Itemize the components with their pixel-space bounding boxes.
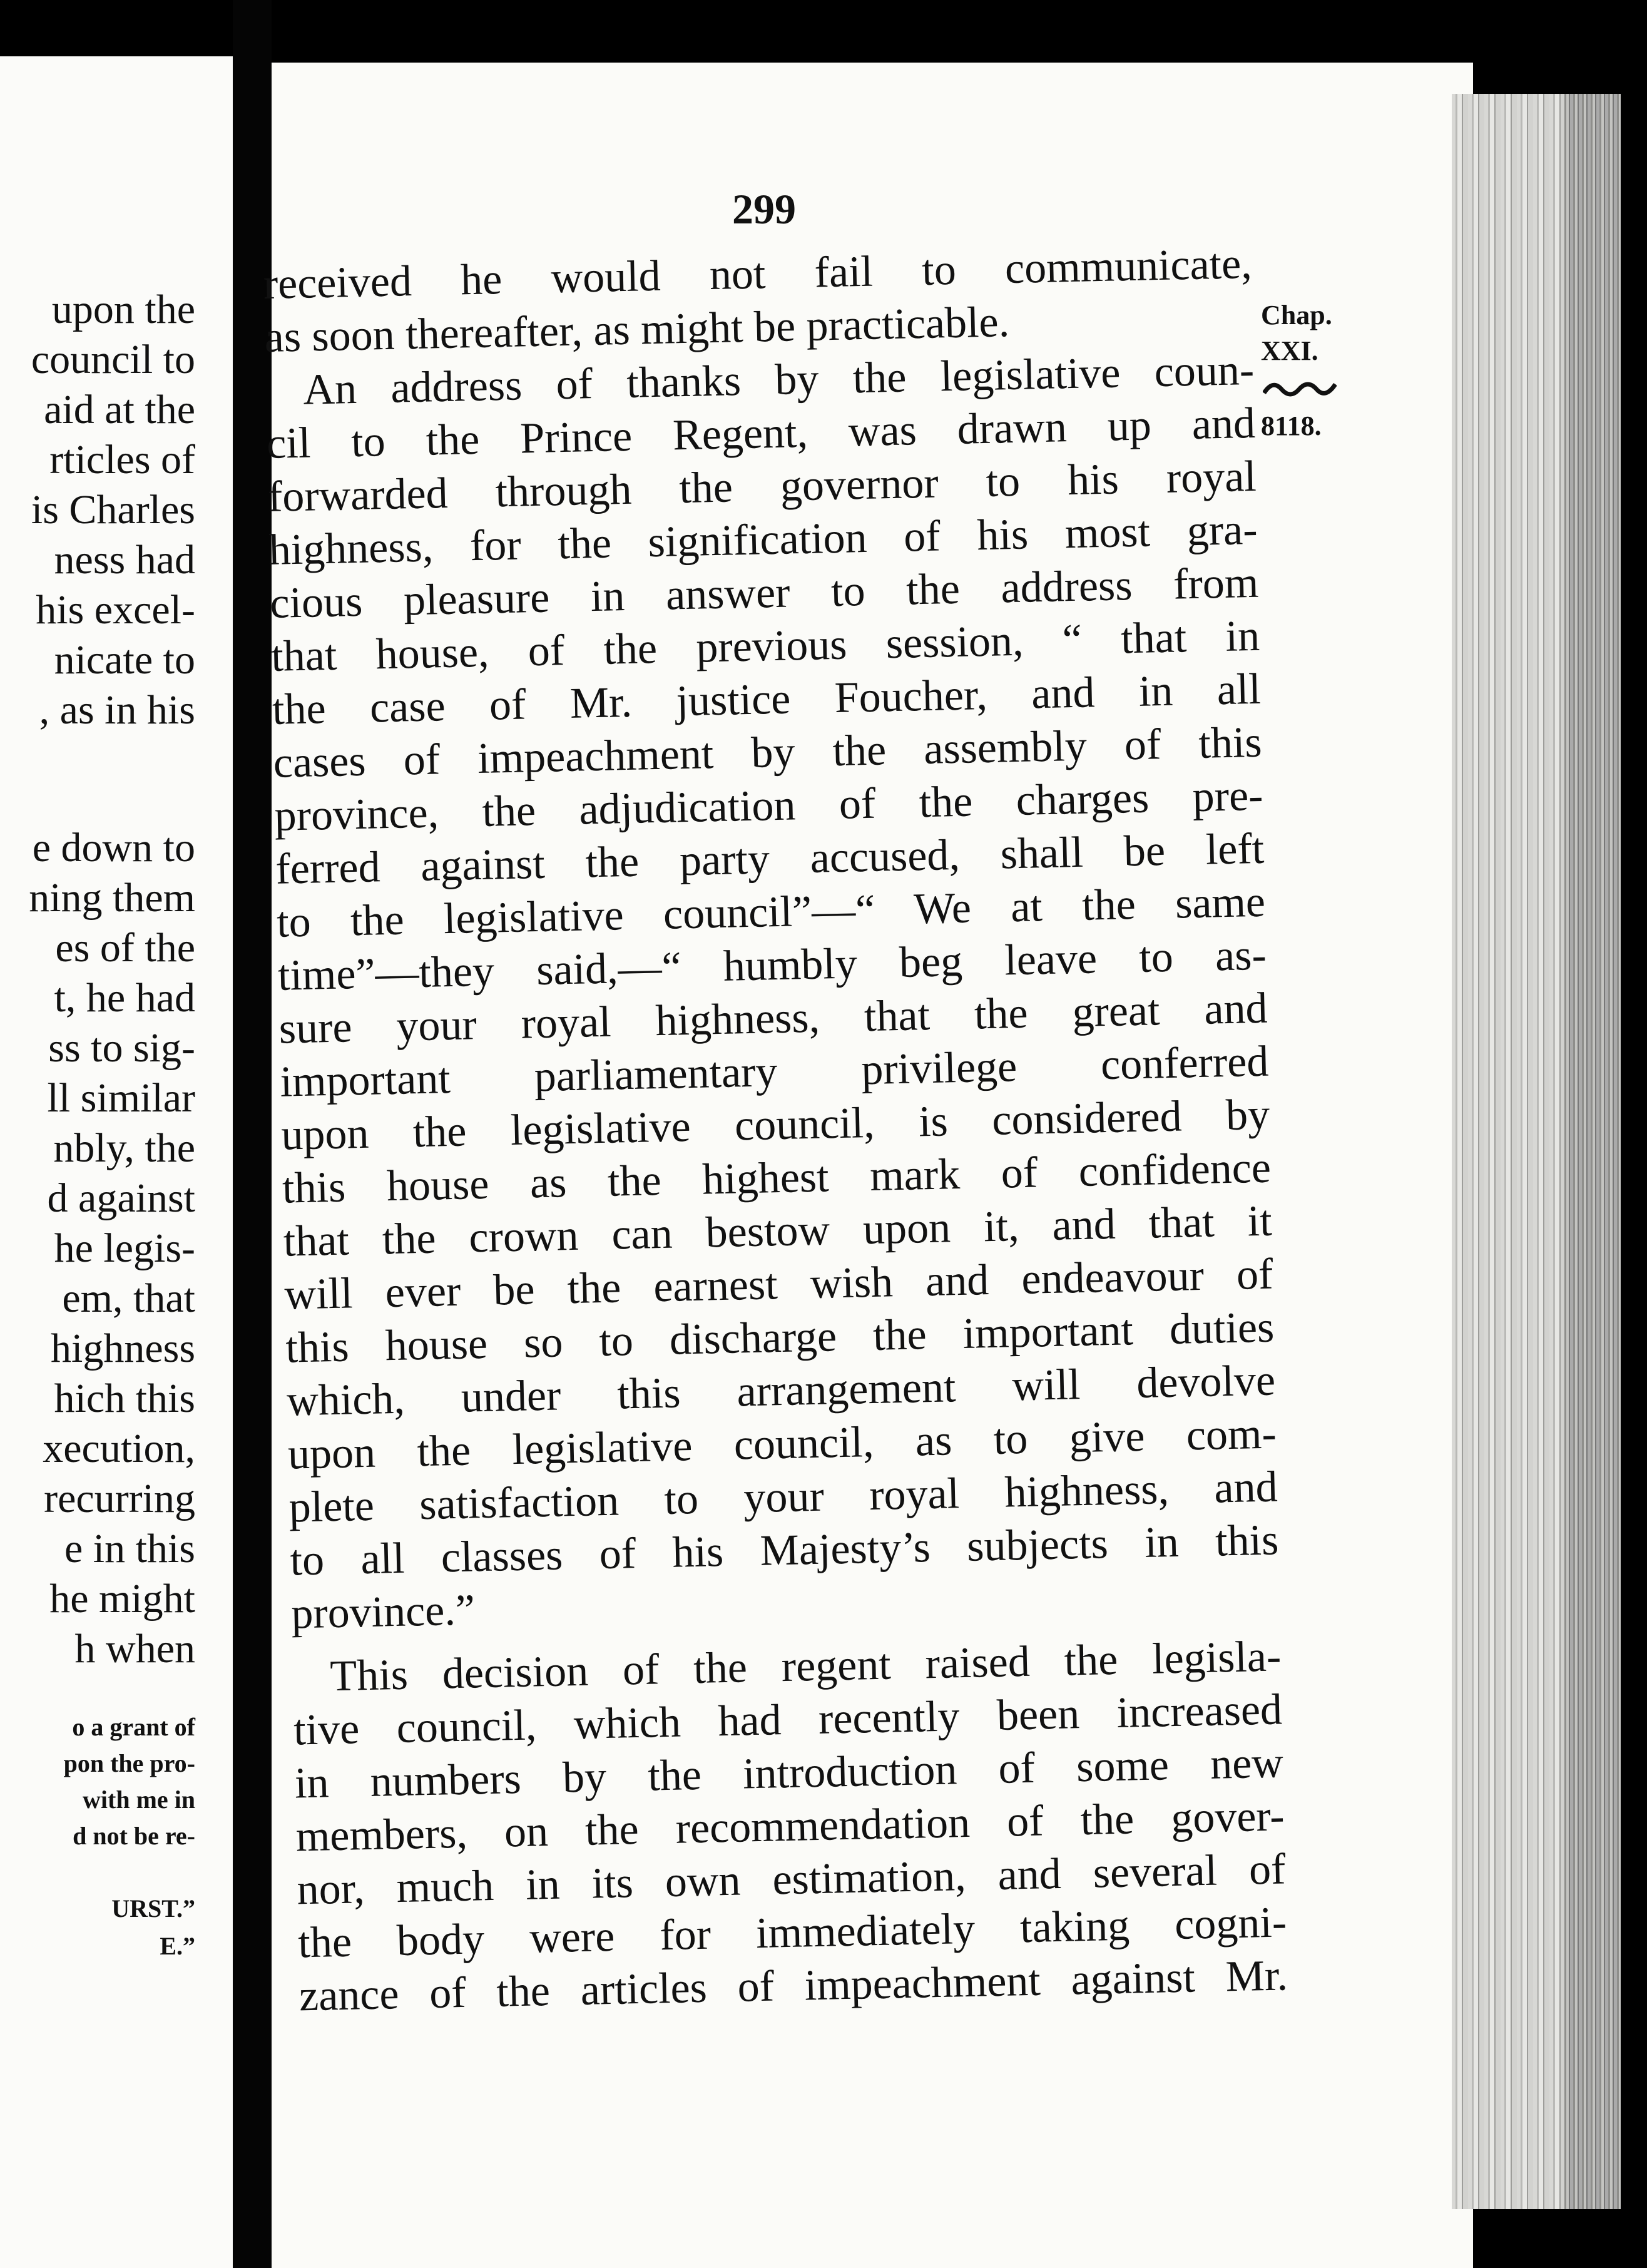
- previous-page-line: h when: [74, 1626, 195, 1672]
- previous-page-line: t, he had: [54, 975, 195, 1021]
- text-line: An address of thanks by the legislative coun-: [302, 345, 1255, 414]
- previous-page-line: , as in his: [39, 687, 195, 733]
- text-line: time”—they said,—“ humbly beg leave to as-: [277, 931, 1267, 1000]
- previous-page-line: he legis-: [54, 1225, 195, 1271]
- previous-page-footnote-line: o a grant of: [72, 1713, 195, 1741]
- text-line: sure your royal highness, that the great and: [278, 984, 1268, 1053]
- previous-page-line: aid at the: [44, 387, 195, 432]
- text-line: upon the legislative council, is considered by: [280, 1090, 1270, 1160]
- previous-page-footnote-line: pon the pro-: [63, 1749, 195, 1777]
- text-line: this house as the highest mark of confidence: [282, 1143, 1272, 1213]
- text-line: nor, much in its own estimation, and several of: [296, 1845, 1287, 1914]
- previous-page-line: d against: [47, 1175, 195, 1221]
- text-line: to the legislative council”—“ We at the same: [276, 877, 1266, 947]
- text-line: important parliamentary privilege conferred: [279, 1037, 1270, 1106]
- text-line: will ever be the earnest wish and endeavour of: [283, 1250, 1274, 1319]
- previous-page-footnote-line: URST.”: [111, 1894, 195, 1923]
- text-line: as soon thereafter, as might be practicable.: [263, 298, 1010, 362]
- previous-page-line: e in this: [64, 1526, 195, 1571]
- margin-note-chapter: Chap.: [1261, 300, 1332, 330]
- previous-page-line: is Charles: [31, 487, 195, 533]
- text-line: the case of Mr. justice Foucher, and in all: [272, 665, 1262, 734]
- previous-page-line: highness: [51, 1326, 195, 1371]
- text-line: members, on the recommendation of the gover-: [295, 1792, 1285, 1861]
- text-line: in numbers by the introduction of some new: [294, 1739, 1284, 1808]
- previous-page-line: he might: [49, 1576, 195, 1622]
- text-line: cious pleasure in answer to the address from: [269, 558, 1260, 628]
- text-line: plete satisfaction to your royal highness, and: [288, 1463, 1278, 1532]
- previous-page-footnote-line: d not be re-: [73, 1822, 195, 1850]
- previous-page-line: council to: [31, 337, 195, 382]
- text-line: to all classes of his Majesty’s subjects in this: [289, 1516, 1280, 1585]
- text-line: upon the legislative council, as to give com-: [287, 1409, 1277, 1479]
- text-line: received he would not fail to communicate,: [263, 239, 1253, 309]
- previous-page-line: hich this: [54, 1376, 195, 1421]
- previous-page: [0, 56, 233, 2268]
- text-line: that the crown can bestow upon it, and that it: [283, 1197, 1273, 1266]
- previous-page-line: e down to: [32, 825, 195, 871]
- text-line: province, the adjudication of the charges pre-: [273, 771, 1264, 840]
- previous-page-line: em, that: [62, 1275, 195, 1321]
- text-line: This decision of the regent raised the legisla-: [329, 1632, 1282, 1701]
- text-line: which, under this arrangement will devolve: [286, 1356, 1276, 1426]
- margin-note-year: 8118.: [1261, 411, 1322, 441]
- previous-page-line: his excel-: [36, 587, 195, 633]
- previous-page-line: rticles of: [49, 437, 195, 483]
- text-line: that house, of the previous session, “ that in: [270, 611, 1260, 681]
- text-line: this house so to discharge the important duties: [285, 1303, 1275, 1372]
- text-line: highness, for the signification of his most gra-: [268, 505, 1258, 575]
- previous-page-line: ning them: [29, 875, 195, 921]
- previous-page-line: xecution,: [43, 1426, 195, 1471]
- previous-page-line: nbly, the: [53, 1125, 195, 1171]
- previous-page-line: ss to sig-: [48, 1025, 195, 1071]
- previous-page-line: recurring: [44, 1476, 195, 1521]
- text-line: tive council, which had recently been increased: [293, 1685, 1283, 1755]
- previous-page-line: ll similar: [47, 1075, 195, 1121]
- text-line: province.”: [290, 1586, 476, 1638]
- text-line: the body were for immediately taking cogni-: [297, 1898, 1287, 1968]
- page-number: 299: [732, 185, 796, 233]
- text-line: forwarded through the governor to his royal: [267, 452, 1257, 521]
- page-edges-shadow: [1564, 94, 1621, 2209]
- tilde-flourish: [1263, 375, 1337, 401]
- margin-note-chapter-number: XXI.: [1261, 335, 1318, 366]
- previous-page-line: nicate to: [54, 637, 195, 683]
- previous-page-footnote-line: E.”: [160, 1932, 195, 1960]
- text-line: zance of the articles of impeachment against Mr.: [298, 1951, 1288, 2021]
- previous-page-line: ness had: [54, 537, 195, 583]
- text-line: cil to the Prince Regent, was drawn up and: [266, 399, 1256, 468]
- previous-page-line: es of the: [55, 925, 195, 971]
- previous-page-line: upon the: [51, 287, 195, 332]
- previous-page-footnote-line: with me in: [83, 1785, 195, 1814]
- text-line: cases of impeachment by the assembly of this: [273, 718, 1263, 787]
- body-text: [263, 237, 1288, 2023]
- text-line: ferred against the party accused, shall be left: [275, 824, 1265, 894]
